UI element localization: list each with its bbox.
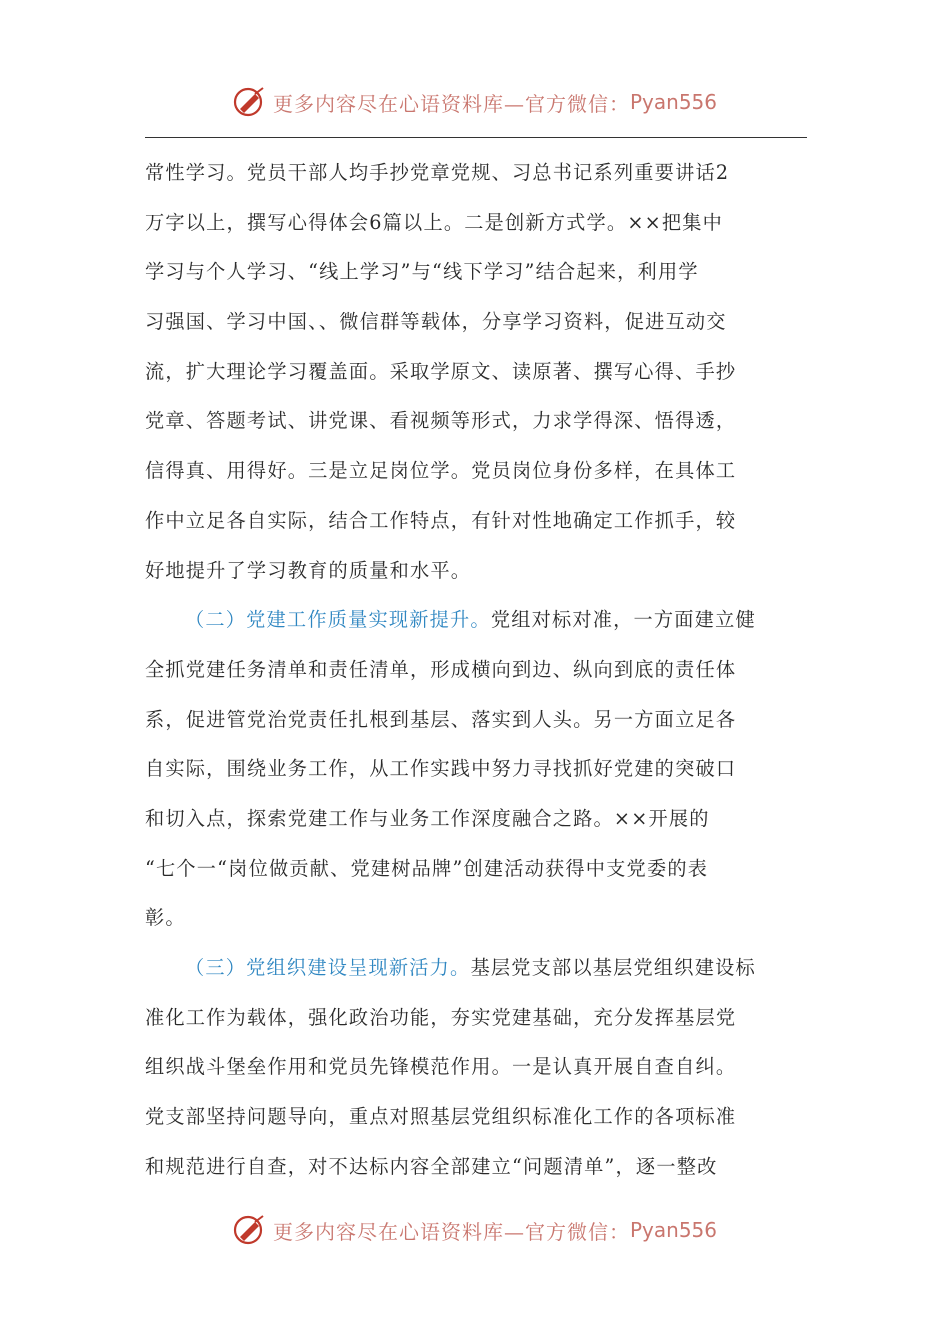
body-line: “七个一“岗位做贡献、党建树品牌”创建活动获得中支党委的表 bbox=[145, 856, 709, 880]
document-body bbox=[145, 148, 807, 1191]
pen-logo-icon bbox=[233, 85, 267, 119]
body-line: 好地提升了学习教育的质量和水平。 bbox=[145, 558, 472, 582]
body-line: 习强国、学习中国、、微信群等载体，分享学习资料，促进互动交 bbox=[145, 310, 727, 334]
body-line: 彰。 bbox=[145, 906, 186, 930]
section-heading: （二）党建工作质量实现新提升。 bbox=[185, 608, 491, 632]
body-line: 自实际，围绕业务工作，从工作实践中努力寻找抓好党建的突破口 bbox=[145, 757, 737, 781]
body-line: 和切入点，探索党建工作与业务工作深度融合之路。××开展的 bbox=[145, 806, 710, 830]
body-line: 党支部坚持问题导向，重点对照基层党组织标准化工作的各项标准 bbox=[145, 1105, 737, 1129]
pen-logo-icon bbox=[233, 1213, 267, 1247]
body-line: 系，促进管党治党责任扎根到基层、落实到人头。另一方面立足各 bbox=[145, 707, 737, 731]
body-line: 作中立足各自实际，结合工作特点，有针对性地确定工作抓手，较 bbox=[145, 508, 737, 532]
body-line: 全抓党建任务清单和责任清单，形成横向到边、纵向到底的责任体 bbox=[145, 657, 737, 681]
header-banner bbox=[0, 82, 950, 122]
body-line: 党章、答题考试、讲党课、看视频等形式，力求学得深、悟得透， bbox=[145, 409, 737, 433]
body-line: 和规范进行自查，对不达标内容全部建立“问题清单”，逐一整改 bbox=[145, 1154, 718, 1178]
body-line: 组织战斗堡垒作用和党员先锋模范作用。一是认真开展自查自纠。 bbox=[145, 1055, 737, 1079]
body-line: 学习与个人学习、“线上学习”与“线下学习”结合起来，利用学 bbox=[145, 260, 699, 284]
banner-text: 更多内容尽在心语资料库—官方微信： bbox=[272, 91, 630, 116]
section-heading: （三）党组织建设呈现新活力。 bbox=[185, 956, 471, 979]
body-line: 流，扩大理论学习覆盖面。采取学原文、读原著、撰写心得、手抄 bbox=[145, 359, 737, 383]
body-line: 准化工作为载体，强化政治功能，夯实党建基础，充分发挥基层党 bbox=[145, 1005, 737, 1029]
section-heading-line: （三）党组织建设呈现新活力。基层党支部以基层党组织建设标 bbox=[185, 956, 756, 979]
banner-handle: Pyan556 bbox=[629, 1218, 717, 1242]
body-line: 万字以上，撰写心得体会6篇以上。二是创新方式学。××把集中 bbox=[145, 210, 724, 234]
body-line: 常性学习。党员干部人均手抄党章党规、习总书记系列重要讲话2 bbox=[145, 161, 730, 184]
header-rule bbox=[145, 137, 807, 138]
footer-banner bbox=[0, 1210, 950, 1250]
banner-text: 更多内容尽在心语资料库—官方微信： bbox=[272, 1219, 630, 1244]
banner-handle: Pyan556 bbox=[629, 90, 717, 114]
section-heading-line: （二）党建工作质量实现新提升。党组对标对准，一方面建立健 bbox=[185, 608, 756, 632]
body-line: 信得真、用得好。三是立足岗位学。党员岗位身份多样，在具体工 bbox=[145, 459, 737, 483]
